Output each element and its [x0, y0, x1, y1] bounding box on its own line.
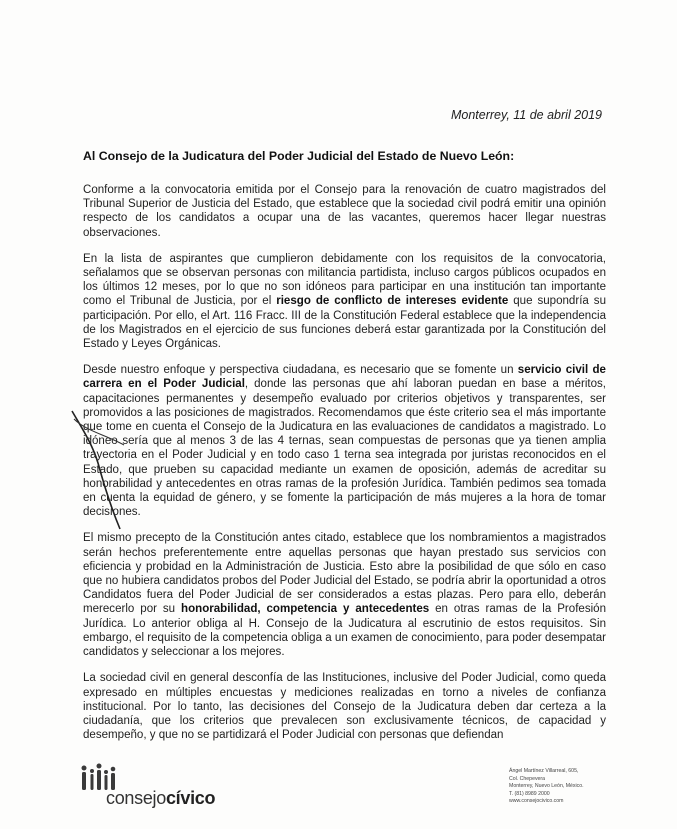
consejo-civico-logo	[76, 762, 246, 814]
emphasis-civil-service: servicio civil de carrera en el Poder Judicial	[83, 364, 606, 391]
paragraph-5: La sociedad civil en general desconfía de las Instituciones, inclusive del Poder Judicial, como queda expresado en múltiples encuestas y mediciones realizadas en torno a niveles de confianza institucional. Por lo tanto, las decisiones del Consejo de la Judicatura deben dar certeza a la ciudadanía, que los criterios que prevalecen son exclusivamente técnicos, de capacidad y desempeño, y que no se partidizará el Poder Judicial con personas que defiendan	[83, 672, 606, 742]
letter-salutation: Al Consejo de la Judicatura del Poder Judicial del Estado de Nuevo León:	[83, 149, 515, 163]
paragraph-1: Conforme a la convocatoria emitida por el Consejo para la renovación de cuatro magistrados del Tribunal Superior de Justicia del Estado, que establece que la sociedad civil podrá emitir una opinión respecto de los candidatos a ocupar una de las vacantes, queremos hacer llegar nuestras observaciones.	[83, 184, 606, 239]
contact-city: Monterrey, Nuevo León, México.	[509, 783, 584, 790]
letter-body	[83, 183, 606, 752]
paragraph-4: El mismo precepto de la Constitución antes citado, establece que los nombramientos a magistrados serán hechos preferentemente entre aquellas personas que hayan prestado sus servicios con eficiencia y probidad en la Administración de Justicia. Esto abre la posibilidad de que sólo en caso que no hubiera candidatos probos del Poder Judicial del Estado, se podría abrir la oportunidad a otros Candidatos fuera del Poder Judicial de ser considerados a estas plazas. Pero para ello, deberán merecerlo por su honorabilidad, competencia y antecedentes en otras ramas de la Profesión Jurídica. Lo anterior obliga al H. Consejo de la Judicatura al escrutinio de estos requisitos. Sin embargo, el requisito de la competencia obliga a un examen de conocimiento, para poder desempatar candidatos y seleccionar a los mejores.	[83, 532, 607, 659]
emphasis-conflict: riesgo de conflicto de intereses evidente	[276, 295, 509, 308]
paragraph-2: En la lista de aspirantes que cumplieron debidamente con los requisitos de la convocatoria, señalamos que se observan personas con militancia partidista, incluso cargos públicos ocupados en los últimos 12 meses, por lo que no son idóneos para participar en una institución tan importante como el Tribunal de Justicia, por el riesgo de conflicto de intereses evidente que supondría su participación. Por ello, el Art. 116 Fracc. III de la Constitución Federal establece que la independencia de los Magistrados en el ejercicio de sus funciones deberá estar garantizada por la Constitución del Estado y Leyes Orgánicas.	[83, 252, 606, 351]
contact-colony: Col. Chepevera	[509, 775, 546, 782]
contact-block	[509, 768, 629, 806]
logo-wordmark: consejocívico	[106, 788, 216, 808]
emphasis-honorability: honorabilidad, competencia y antecedentes	[181, 603, 430, 616]
contact-address: Ángel Martínez Villarreal, 605,	[509, 768, 579, 774]
contact-website: www.consejocivico.com	[509, 798, 564, 805]
contact-phone: T. (81) 8989 2000	[509, 790, 550, 797]
letter-date: Monterrey, 11 de abril 2019	[450, 108, 602, 122]
handwritten-mark	[66, 405, 136, 535]
paragraph-3: Desde nuestro enfoque y perspectiva ciudadana, es necesario que se fomente un servicio civil de carrera en el Poder Judicial, donde las personas que ahí laboran puedan en base a méritos, capacitaciones permanentes y desempeño evaluado por criterios objetivos y transparentes, ser promovidos a las posiciones de magistrados. Recomendamos que éste criterio sea el más importante que tome en cuenta el Consejo de la Judicatura en las evaluaciones de candidatos a magistrado. Lo idóneo sería que al menos 3 de las 4 ternas, sean compuestas de personas que ya tienen amplia trayectoria en el Poder Judicial y en todo caso 1 terna sea integrada por juristas reconocidos en el Estado, que prueben su capacidad mediante un examen de oposición, además de acreditar su honorabilidad y antecedentes en otras ramas de la profesión Jurídica. También pedimos sea tomada en cuenta la equidad de género, y se fomente la participación de más mujeres a la hora de tomar decisiones.	[83, 364, 607, 519]
